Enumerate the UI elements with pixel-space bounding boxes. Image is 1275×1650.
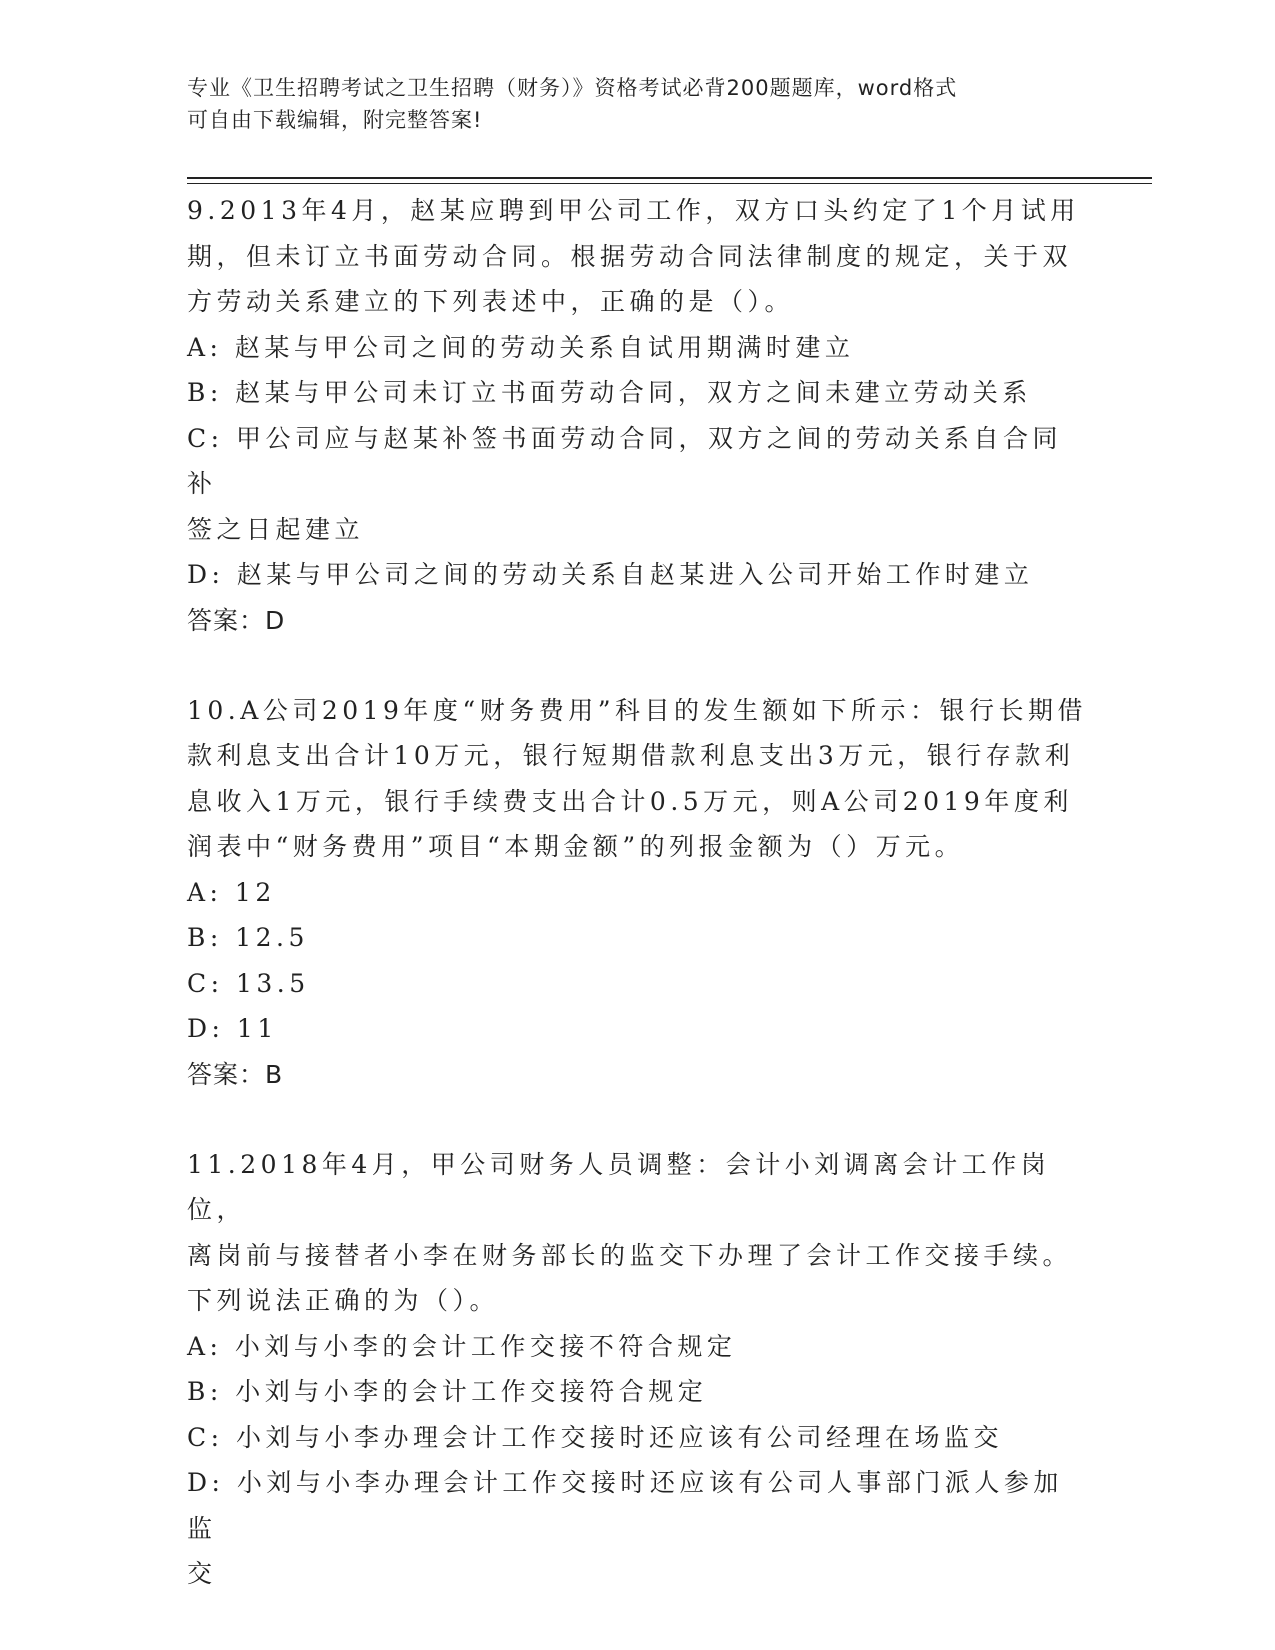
option-b: B: 小刘与小李的会计工作交接符合规定 xyxy=(187,1377,708,1406)
option-d: D: 11 xyxy=(187,1014,278,1043)
option-a: A: 小刘与小李的会计工作交接不符合规定 xyxy=(187,1331,737,1361)
option-c-continued: 签之日起建立 xyxy=(187,514,365,544)
option-d-continued: 交 xyxy=(187,1559,217,1588)
question-list xyxy=(187,188,1087,1597)
question-11 xyxy=(187,1142,1087,1597)
question-9 xyxy=(187,188,1087,643)
spacer xyxy=(187,1097,1087,1142)
option-a: A: 赵某与甲公司之间的劳动关系自试用期满时建立 xyxy=(187,332,855,362)
question-stem-line: 润表中“财务费用”项目“本期金额”的列报金额为（）万元。 xyxy=(187,832,965,861)
option-d: D: 小刘与小李办理会计工作交接时还应该有公司人事部门派人参加监 xyxy=(187,1468,1063,1543)
answer-label: 答案：D xyxy=(187,605,286,635)
question-stem-line: 息收入1万元，银行手续费支出合计0.5万元，则A公司2019年度利 xyxy=(187,786,1073,816)
option-a: A: 12 xyxy=(187,877,276,907)
option-c: C: 小刘与小李办理会计工作交接时还应该有公司经理在场监交 xyxy=(187,1422,1004,1452)
option-c: C: 甲公司应与赵某补签书面劳动合同，双方之间的劳动关系自合同补 xyxy=(187,423,1063,498)
question-stem-line: 10.A公司2019年度“财务费用”科目的发生额如下所示：银行长期借 xyxy=(187,695,1087,725)
question-10 xyxy=(187,688,1087,1097)
option-c: C: 13.5 xyxy=(187,968,310,998)
header-line-1: 专业《卫生招聘考试之卫生招聘（财务）》资格考试必背200题题库，word格式 xyxy=(187,76,958,100)
question-stem-line: 下列说法正确的为（）。 xyxy=(187,1286,500,1315)
header-divider-thin xyxy=(187,183,1152,184)
option-b: B: 12.5 xyxy=(187,923,309,952)
header-line-2: 可自由下载编辑，附完整答案! xyxy=(187,108,483,132)
question-stem-line: 期，但未订立书面劳动合同。根据劳动合同法律制度的规定，关于双 xyxy=(187,241,1073,271)
answer-label: 答案：B xyxy=(187,1059,284,1089)
document-header xyxy=(187,72,1067,136)
question-stem-line: 方劳动关系建立的下列表述中，正确的是（）。 xyxy=(187,287,795,316)
question-stem-line: 9.2013年4月，赵某应聘到甲公司工作，双方口头约定了1个月试用 xyxy=(187,196,1080,225)
question-stem-line: 离岗前与接替者小李在财务部长的监交下办理了会计工作交接手续。 xyxy=(187,1240,1073,1270)
option-d: D: 赵某与甲公司之间的劳动关系自赵某进入公司开始工作时建立 xyxy=(187,560,1034,589)
spacer xyxy=(187,643,1087,688)
question-stem-line: 款利息支出合计10万元，银行短期借款利息支出3万元，银行存款利 xyxy=(187,741,1075,770)
option-b: B: 赵某与甲公司未订立书面劳动合同，双方之间未建立劳动关系 xyxy=(187,378,1032,407)
header-divider-thick xyxy=(187,177,1152,179)
question-stem-line: 11.2018年4月，甲公司财务人员调整：会计小刘调离会计工作岗位， xyxy=(187,1149,1051,1224)
